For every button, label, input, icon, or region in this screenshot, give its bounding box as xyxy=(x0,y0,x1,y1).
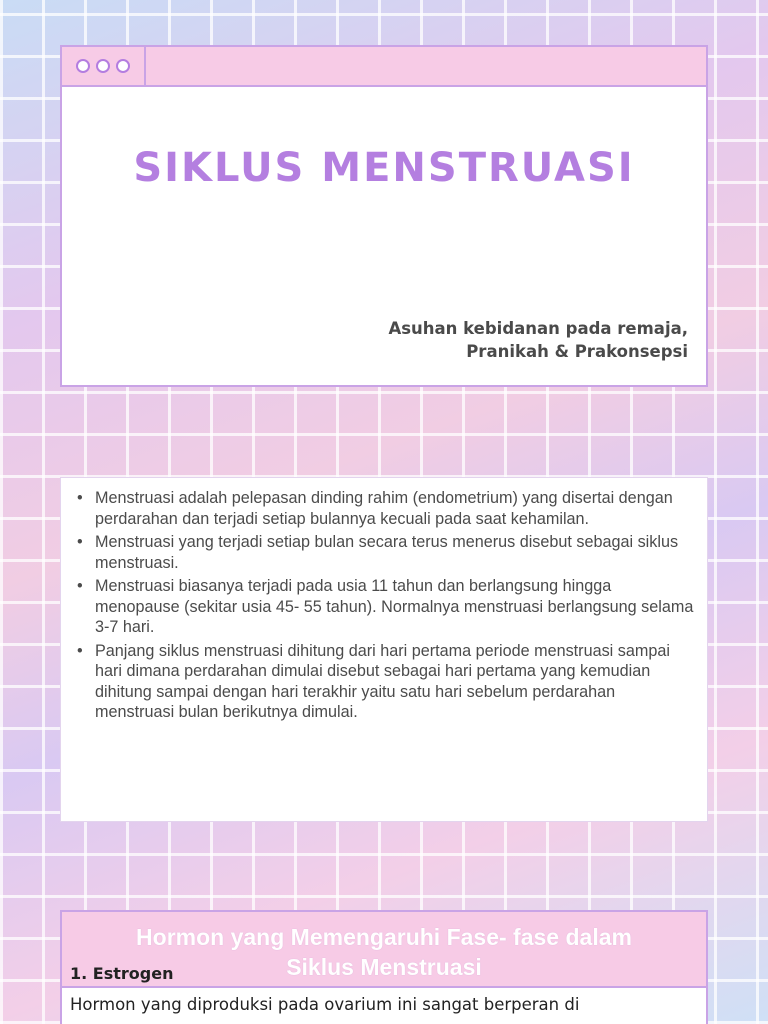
window-dot-icon[interactable] xyxy=(76,59,90,73)
window-dot-icon[interactable] xyxy=(96,59,110,73)
window-titlebar xyxy=(62,47,706,87)
bullet-list xyxy=(75,488,695,723)
list-item xyxy=(75,532,695,573)
estrogen-heading: 1. Estrogen xyxy=(70,964,174,983)
window-controls xyxy=(62,47,146,85)
window-dot-icon[interactable] xyxy=(116,59,130,73)
list-item xyxy=(75,641,695,723)
page-title: SIKLUS MENSTRUASI xyxy=(133,145,635,191)
subtitle-line-1: Asuhan kebidanan pada remaja, xyxy=(388,319,688,338)
hormone-title-line-2: Siklus Menstruasi xyxy=(286,954,482,980)
bullet-icon: • xyxy=(77,641,83,660)
list-item-text: Menstruasi biasanya terjadi pada usia 11 tahun dan berlangsung hingga menopause (sekitar usia 45- 55 tahun). Normalnya menstruasi berlangsung selama 3-7 hari. xyxy=(95,577,694,636)
bullet-icon: • xyxy=(77,489,83,507)
estrogen-body-text: Hormon yang diproduksi pada ovarium ini sangat berperan di xyxy=(70,995,580,1014)
list-item-text: Menstruasi yang terjadi setiap bulan secara terus menerus disebut sebagai siklus menstruasi. xyxy=(95,533,679,572)
bullet-icon: • xyxy=(77,577,83,595)
definition-panel xyxy=(60,477,708,822)
list-item-text: Panjang siklus menstruasi dihitung dari hari pertama periode menstruasi sampai hari dimana perdarahan dimulai disebut sebagai hari pertama yang kemudian dihitung sampai dengan hari terakhir yaitu satu hari sebelum perdarahan menstruasi bulan berikutnya dimulai. xyxy=(95,641,670,721)
title-card xyxy=(60,45,708,387)
list-item xyxy=(75,576,695,638)
hormone-card xyxy=(60,910,708,1024)
list-item xyxy=(75,488,695,529)
list-item-text: Menstruasi adalah pelepasan dinding rahim (endometrium) yang disertai dengan perdarahan dan terjadi setiap bulannya kecuali pada saat kehamilan. xyxy=(95,489,673,528)
bullet-icon: • xyxy=(77,533,83,551)
subtitle xyxy=(388,317,688,363)
hormone-card-header xyxy=(62,912,706,988)
subtitle-line-2: Pranikah & Prakonsepsi xyxy=(466,342,688,361)
hormone-title-line-1: Hormon yang Memengaruhi Fase- fase dalam xyxy=(136,924,632,950)
